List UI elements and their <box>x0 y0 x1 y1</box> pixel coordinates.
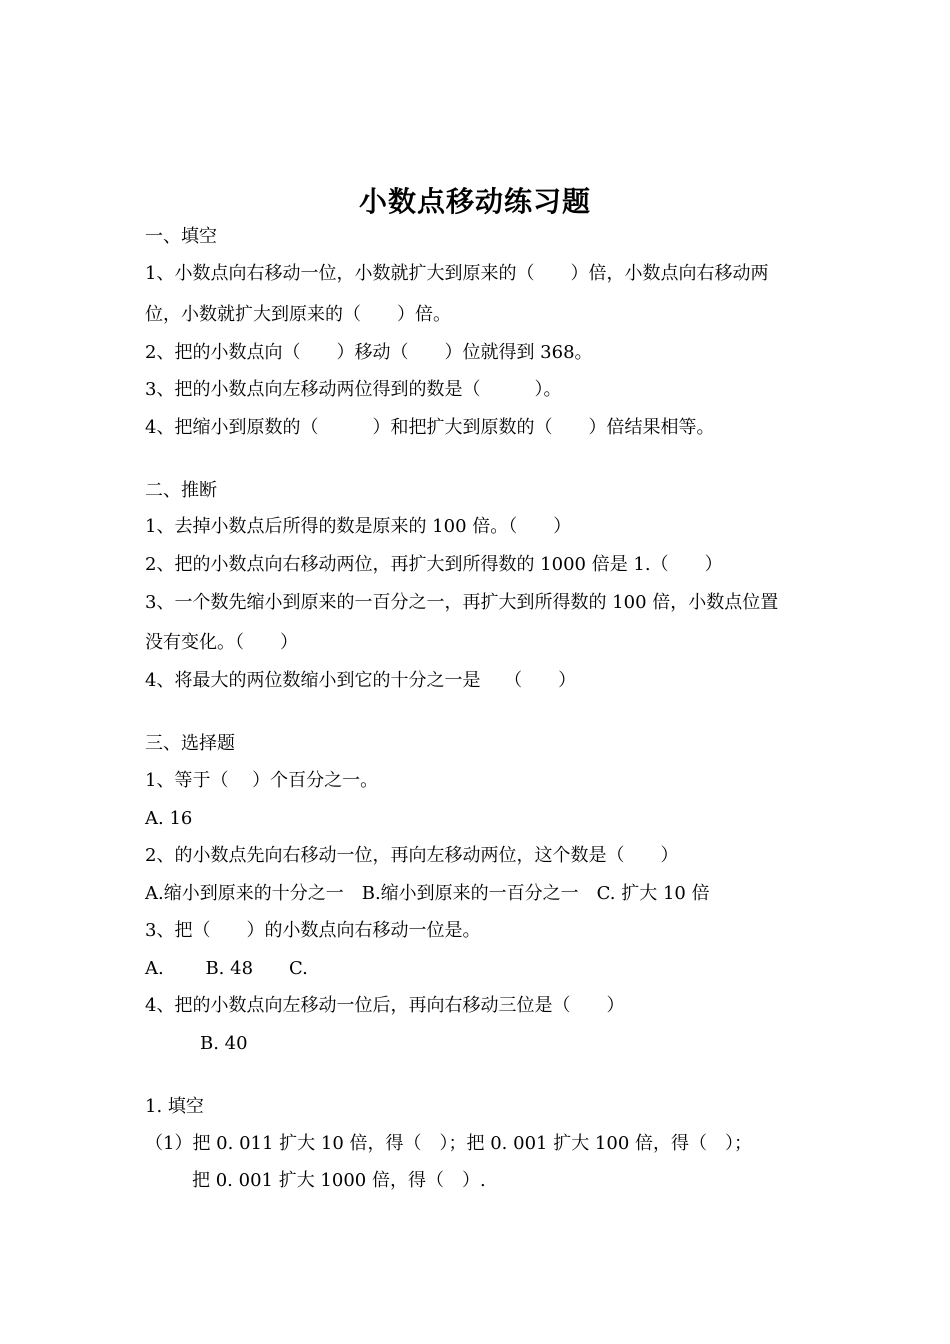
section-heading-fill-blank-2: 1. 填空 <box>145 1096 204 1117</box>
question-text: 1、小数点向右移动一位，小数就扩大到原来的（ ）倍，小数点向右移动两 <box>145 263 769 284</box>
question-text: 2、的小数点先向右移动一位，再向左移动两位，这个数是（ ） <box>145 845 679 866</box>
question-text: 没有变化。（ ） <box>145 632 298 653</box>
question-text: 4、把缩小到原数的（ ）和把扩大到原数的（ ）倍结果相等。 <box>145 417 715 438</box>
answer-options: A. 16 <box>145 808 193 829</box>
answer-options: A. B. 48 C. <box>145 958 308 979</box>
section-heading-multiple-choice: 三、选择题 <box>145 733 235 754</box>
question-text: 2、把的小数点向（ ）移动（ ）位就得到 368。 <box>145 342 593 363</box>
question-text: 2、把的小数点向右移动两位，再扩大到所得数的 1000 倍是 1.（ ） <box>145 554 723 575</box>
section-heading-judgment: 二、推断 <box>145 480 217 501</box>
section-heading-fill-blank: 一、填空 <box>145 226 217 247</box>
answer-options: A.缩小到原来的十分之一 B.缩小到原来的一百分之一 C. 扩大 10 倍 <box>145 883 710 904</box>
question-text: 3、把的小数点向左移动两位得到的数是（ ）。 <box>145 379 562 400</box>
question-text: 位，小数就扩大到原来的（ ）倍。 <box>145 304 451 325</box>
question-text: 把 0. 001 扩大 1000 倍，得（ ）. <box>192 1170 486 1191</box>
question-text: 3、一个数先缩小到原来的一百分之一，再扩大到所得数的 100 倍，小数点位置 <box>145 592 779 613</box>
page-title: 小数点移动练习题 <box>358 185 591 218</box>
question-text: 4、将最大的两位数缩小到它的十分之一是 （ ） <box>145 670 577 691</box>
question-text: （1）把 0. 011 扩大 10 倍，得（ ）；把 0. 001 扩大 100 倍，得（ ）； <box>145 1133 752 1154</box>
question-text: 1、等于（ ）个百分之一。 <box>145 770 379 791</box>
question-text: 3、把（ ）的小数点向右移动一位是。 <box>145 920 481 941</box>
question-text: 1、去掉小数点后所得的数是原来的 100 倍。（ ） <box>145 516 572 537</box>
question-text: 4、把的小数点向左移动一位后，再向右移动三位是（ ） <box>145 995 625 1016</box>
answer-options: B. 40 <box>200 1033 248 1054</box>
